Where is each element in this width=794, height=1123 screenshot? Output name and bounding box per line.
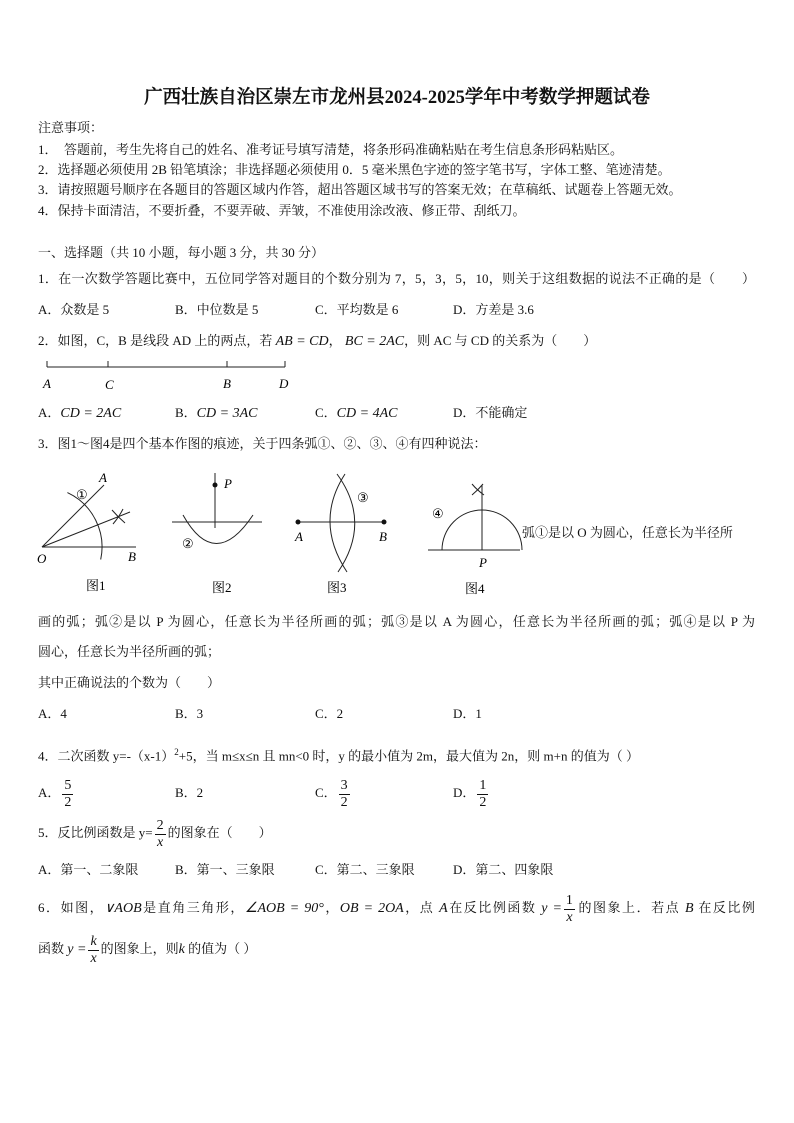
- point-label-c: C: [105, 377, 114, 392]
- q2-option-d: [453, 404, 527, 422]
- figure-caption: 图4: [465, 581, 485, 596]
- point-label-b: B: [223, 376, 231, 391]
- fraction: [339, 778, 350, 811]
- arc-3-partner: [337, 474, 355, 572]
- notice-heading: 注意事项：: [38, 120, 104, 135]
- q6-text: 6．如图，: [38, 900, 105, 915]
- option-body: CD = 3AC: [196, 406, 258, 421]
- q6-text: ，: [323, 900, 340, 915]
- q3-statement: 弧①是以 O 为圆心，任意长为半径所: [522, 525, 733, 540]
- q6-math: y =: [67, 942, 87, 957]
- arc-label-4: ④: [432, 506, 444, 521]
- q4-option-c: [315, 775, 352, 811]
- q3-question: 其中正确说法的个数为（ ）: [38, 675, 221, 690]
- q6-math: k: [178, 942, 185, 957]
- point-label-d: D: [279, 376, 289, 391]
- q6-text: 的图象上．若点: [576, 900, 685, 915]
- q3-construction-figures: [0, 460, 530, 600]
- q6-text: ，点: [403, 900, 440, 915]
- q3-option-c: C．2: [315, 706, 344, 721]
- numerator: 1: [479, 777, 487, 793]
- q2-condition-1: AB = CD: [275, 334, 329, 349]
- q4-stem-text: +5，当 m≤x≤n 且 mn<0 时，y 的最小值为 2m，最大值为 2n，则 m+n 的值为（ ）: [178, 748, 639, 764]
- point-label-a: A: [99, 470, 107, 485]
- numerator: 3: [340, 777, 348, 793]
- numerator: 1: [565, 892, 573, 908]
- q3-statement: 圆心，任意长为半径所画的弧；: [38, 644, 221, 659]
- q5-option-d: D．第二、四象限: [453, 862, 554, 877]
- q2-stem-text: 2．如图，C，B 是线段 AD 上的两点，若: [38, 333, 276, 348]
- q2-segment-figure: [30, 355, 300, 395]
- fraction: [155, 818, 166, 851]
- option-letter: D．: [453, 405, 476, 420]
- q1-option-d: D．方差是 3.6: [453, 302, 534, 317]
- q2-option-a: [38, 404, 121, 423]
- q1-option-b: B．中位数是 5: [175, 302, 259, 317]
- figure-3: [294, 474, 387, 595]
- question-1-stem: 1．在一次数学答题比赛中，五位同学答对题目的个数分别为 7，5，3，5，10，则关于这组数据的说法不正确的是（ ）: [38, 271, 755, 286]
- option-body: 2: [196, 785, 204, 800]
- q6-text: 的图象上，则: [100, 941, 179, 956]
- page-title: 广西壮族自治区崇左市龙州县2024-2025学年中考数学押题试卷: [144, 88, 650, 108]
- option-letter: A．: [38, 405, 61, 420]
- numerator: 2: [156, 817, 164, 833]
- q6-text: 函数: [38, 941, 68, 956]
- arc-label-2: ②: [182, 536, 194, 551]
- figure-caption: 图3: [327, 580, 347, 595]
- q5-option-a: A．第一、二象限: [38, 862, 139, 877]
- point-label-a: A: [43, 376, 51, 391]
- q4-option-b: [175, 775, 203, 811]
- q4-stem-text: 4．二次函数 y=-（x-1）: [38, 748, 175, 764]
- figure-caption: 图2: [212, 580, 232, 595]
- point-label-a: A: [295, 529, 303, 544]
- q6-math: A: [439, 901, 448, 916]
- q3-statement: 画的弧；弧②是以 P 为圆心，任意长为半径所画的弧；弧③是以 A 为圆心，任意长为半径所画的弧；弧④是以 P 为: [38, 614, 755, 629]
- fraction: [88, 934, 98, 967]
- option-letter: B．: [175, 405, 197, 420]
- q5-stem-text: 的图象在（ ）: [167, 825, 272, 840]
- q6-math: ∨AOB: [104, 901, 142, 916]
- fraction: [62, 778, 73, 811]
- notice-item: 1． 答题前，考生先将自己的姓名、准考证号填写清楚，将条形码准确粘贴在考生信息条形码粘贴区。: [38, 142, 624, 157]
- denominator: 2: [340, 794, 348, 810]
- question-2-stem: [38, 332, 596, 351]
- q2-option-b: [175, 404, 257, 423]
- denominator: x: [156, 834, 164, 850]
- q6-math: ∠AOB = 90°: [244, 901, 324, 916]
- q4-option-a: [38, 775, 75, 811]
- q3-option-b: B．3: [175, 706, 204, 721]
- denominator: 2: [64, 794, 72, 810]
- point-label-p: P: [224, 476, 232, 491]
- q4-exponent: 2: [174, 747, 179, 757]
- q1-option-c: C．平均数是 6: [315, 302, 399, 317]
- q3-option-a: A．4: [38, 706, 67, 721]
- figure-4: [428, 484, 522, 596]
- option-letter: B．: [175, 785, 197, 800]
- q6-math: y =: [541, 901, 562, 916]
- q2-stem-text: ，: [328, 333, 345, 348]
- figure-1: [37, 470, 136, 593]
- option-letter: C．: [315, 405, 337, 420]
- q6-math: OB = 2OA: [339, 901, 404, 916]
- question-6-stem-line-1: [38, 890, 755, 927]
- arc-1: [67, 493, 102, 560]
- notice-item: 2．选择题必须使用 2B 铅笔填涂；非选择题必须使用 0．5 毫米黑色字迹的签字笔书写，字体工整、笔迹清楚。: [38, 162, 671, 177]
- numerator: 5: [64, 777, 72, 793]
- denominator: x: [90, 950, 97, 966]
- question-5-stem: [38, 815, 272, 851]
- q4-option-d: [453, 775, 490, 811]
- point-label-p: P: [479, 555, 487, 570]
- point-label-b: B: [128, 549, 136, 564]
- option-body: 不能确定: [475, 405, 528, 420]
- arc-label-1: ①: [76, 487, 88, 502]
- point-p: [213, 483, 218, 488]
- option-letter: D．: [453, 785, 476, 800]
- option-letter: C．: [315, 785, 337, 800]
- q6-math: B: [684, 901, 694, 916]
- q2-stem-text: ，则 AC 与 CD 的关系为（ ）: [404, 333, 597, 348]
- notice-item: 4．保持卡面清洁，不要折叠，不要弄破、弄皱，不准使用涂改液、修正带、刮纸刀。: [38, 203, 526, 218]
- figure-caption: 图1: [86, 578, 106, 593]
- q3-option-d: D．1: [453, 706, 482, 721]
- section-heading: 一、选择题（共 10 小题，每小题 3 分，共 30 分）: [38, 245, 325, 260]
- q5-option-b: B．第一、三象限: [175, 862, 275, 877]
- question-6-stem-line-2: [38, 931, 256, 968]
- numerator: k: [90, 933, 97, 949]
- denominator: x: [566, 909, 573, 925]
- fraction: [477, 778, 488, 811]
- q6-text: 在反比例函数: [447, 900, 542, 915]
- point-b: [382, 520, 387, 525]
- point-label-b: B: [379, 529, 387, 544]
- option-body: CD = 4AC: [336, 406, 398, 421]
- option-letter: A．: [38, 785, 61, 800]
- q2-condition-2: BC = 2AC: [344, 334, 405, 349]
- figure-2: [172, 473, 262, 595]
- q2-option-c: [315, 404, 397, 423]
- denominator: 2: [479, 794, 487, 810]
- q5-stem-text: 5．反比例函数是 y=: [38, 825, 153, 840]
- q6-text: 的值为（ ）: [184, 941, 257, 956]
- angle-bisector: [42, 512, 130, 547]
- fraction: [564, 893, 575, 926]
- ray-oa: [42, 485, 104, 547]
- point-a: [296, 520, 301, 525]
- q1-option-a: A．众数是 5: [38, 302, 110, 317]
- q6-text: 是直角三角形，: [141, 900, 245, 915]
- question-3-stem: 3．图1～图4是四个基本作图的痕迹，关于四条弧①、②、③、④有四种说法：: [38, 436, 487, 451]
- arc-label-3: ③: [357, 490, 369, 505]
- arc-3: [330, 474, 347, 572]
- question-4-stem: [38, 743, 639, 765]
- q6-text: 在反比例: [693, 900, 755, 915]
- option-body: CD = 2AC: [60, 406, 122, 421]
- notice-item: 3．请按照题号顺序在各题目的答题区域内作答，超出答题区域书写的答案无效；在草稿纸、试题卷上答题无效。: [38, 182, 682, 197]
- point-label-o: O: [37, 551, 47, 566]
- q5-option-c: C．第二、三象限: [315, 862, 415, 877]
